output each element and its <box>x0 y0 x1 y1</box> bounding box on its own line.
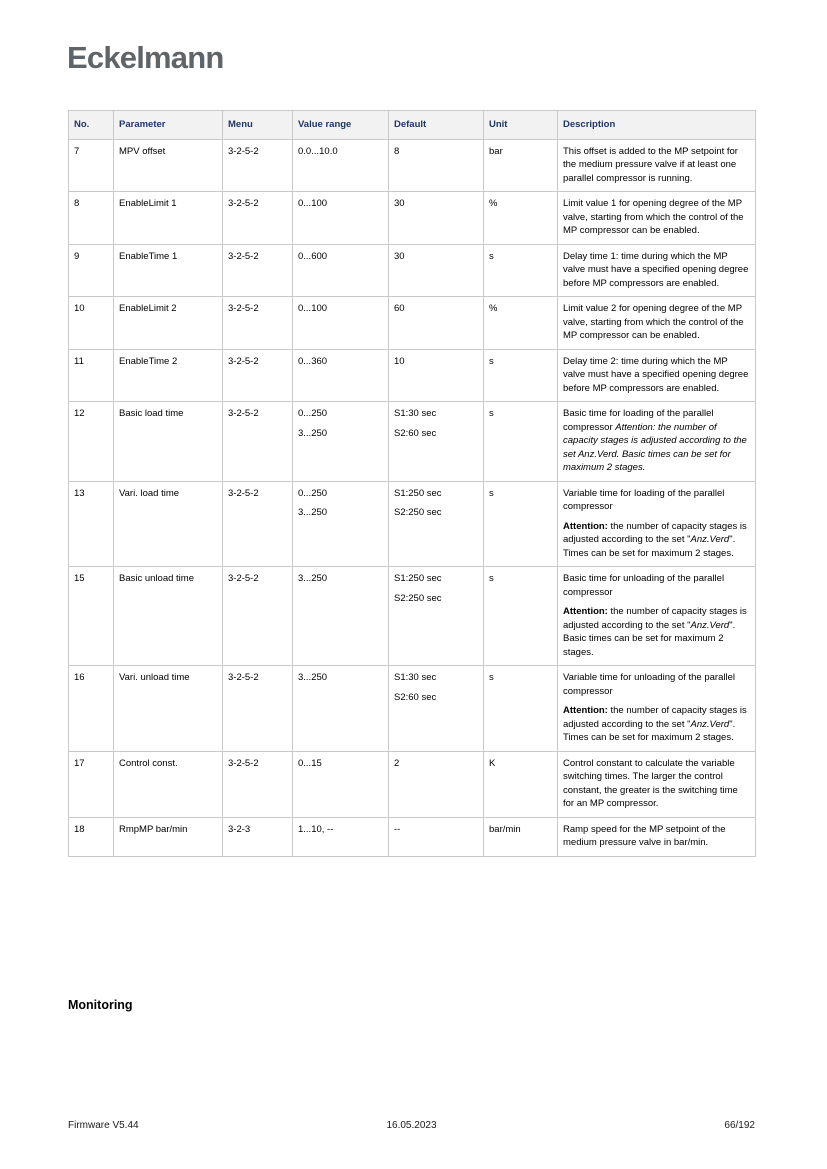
table-row <box>69 244 756 297</box>
table-row <box>69 666 756 752</box>
description-paragraph <box>563 671 749 698</box>
column-header-unit: Unit <box>484 111 558 140</box>
cell-default <box>389 481 484 567</box>
column-header-default: Default <box>389 111 484 140</box>
cell-parameter: Basic load time <box>114 402 223 482</box>
description-segment: the number of capacity stages is adjusted according to the set " <box>563 520 747 545</box>
cell-description <box>558 192 756 245</box>
cell-value-range <box>293 139 389 192</box>
description-paragraph <box>563 197 749 238</box>
description-segment: Delay time 2: time during which the MP valve must have a specified opening degree before MP compressors are enabled. <box>563 355 749 394</box>
cell-menu: 3-2-5-2 <box>223 139 293 192</box>
description-segment: This offset is added to the MP setpoint for the medium pressure valve if at least one parallel compressor is running. <box>563 145 738 184</box>
table-row <box>69 402 756 482</box>
column-header-description: Description <box>558 111 756 140</box>
cell-unit: bar <box>484 139 558 192</box>
cell-value-range <box>293 192 389 245</box>
description-segment: Limit value 1 for opening degree of the MP valve, starting from which the control of the MP compressor can be enabled. <box>563 198 744 236</box>
value-range-line: 0...15 <box>298 757 322 769</box>
column-header-menu: Menu <box>223 111 293 140</box>
cell-parameter: EnableTime 2 <box>114 349 223 402</box>
cell-description <box>558 297 756 350</box>
cell-parameter: Control const. <box>114 751 223 817</box>
cell-no: 18 <box>69 817 114 856</box>
description-paragraph <box>563 487 749 514</box>
cell-menu: 3-2-5-2 <box>223 751 293 817</box>
table-row <box>69 567 756 666</box>
description-segment: Variable time for unloading of the parallel compressor <box>563 672 735 697</box>
description-segment: Anz.Verd <box>690 534 730 545</box>
value-range-line: 3...250 <box>298 573 328 584</box>
column-header-parameter: Parameter <box>114 111 223 140</box>
description-paragraph <box>563 302 749 343</box>
description-segment: Basic time for unloading of the parallel compressor <box>563 573 725 598</box>
cell-value-range <box>293 817 389 856</box>
default-line: 30 <box>394 250 405 262</box>
cell-no: 15 <box>69 567 114 666</box>
cell-unit: s <box>484 402 558 482</box>
cell-description <box>558 349 756 402</box>
description-paragraph <box>563 407 749 475</box>
description-segment: Attention: <box>563 606 608 617</box>
description-segment: Attention: <box>563 520 608 532</box>
column-header-no: No. <box>69 111 114 140</box>
cell-description <box>558 244 756 297</box>
cell-default <box>389 192 484 245</box>
cell-value-range <box>293 244 389 297</box>
value-range-line: 0...250 <box>298 408 328 419</box>
description-segment: Limit value 2 for opening degree of the MP valve, starting from which the control of the MP compressor can be enabled. <box>563 303 744 341</box>
cell-value-range <box>293 567 389 666</box>
cell-no: 8 <box>69 192 114 245</box>
cell-parameter: Vari. unload time <box>114 666 223 752</box>
description-segment: Control constant to calculate the variable switching times. The larger the control constant, the greater is the switching time for an MP compressor. <box>563 757 738 809</box>
description-paragraph <box>563 704 749 745</box>
footer-page-number: 66/192 <box>724 1120 755 1131</box>
cell-no: 9 <box>69 244 114 297</box>
table-row <box>69 139 756 192</box>
cell-description <box>558 666 756 752</box>
cell-default <box>389 751 484 817</box>
cell-no: 16 <box>69 666 114 752</box>
cell-no: 17 <box>69 751 114 817</box>
default-line: -- <box>394 823 401 835</box>
description-segment: Delay time 1: time during which the MP valve must have a specified opening degree before MP compressors are enabled. <box>563 250 749 289</box>
cell-parameter: Vari. load time <box>114 481 223 567</box>
description-paragraph <box>563 823 749 850</box>
description-segment: ". Times can be set for maximum 2 stages. <box>563 534 736 559</box>
cell-value-range <box>293 751 389 817</box>
cell-description <box>558 481 756 567</box>
table-row <box>69 349 756 402</box>
value-range-line: 1...10, -- <box>298 823 334 835</box>
value-range-line: 0...100 <box>298 303 328 314</box>
value-range-line: 0.0...10.0 <box>298 145 338 157</box>
default-line: S2:250 sec <box>394 507 442 518</box>
description-segment: Anz.Verd <box>690 619 730 631</box>
table-row <box>69 192 756 245</box>
cell-unit: % <box>484 192 558 245</box>
cell-parameter: EnableLimit 1 <box>114 192 223 245</box>
cell-menu: 3-2-5-2 <box>223 402 293 482</box>
cell-menu: 3-2-5-2 <box>223 244 293 297</box>
cell-unit: s <box>484 349 558 402</box>
description-segment: ". Basic times can be set for maximum 2 stages. <box>563 619 736 658</box>
cell-menu: 3-2-5-2 <box>223 567 293 666</box>
description-paragraph <box>563 355 749 396</box>
description-paragraph <box>563 572 749 599</box>
cell-unit: bar/min <box>484 817 558 856</box>
cell-no: 13 <box>69 481 114 567</box>
cell-no: 7 <box>69 139 114 192</box>
cell-description <box>558 751 756 817</box>
default-line: S2:60 sec <box>394 427 437 439</box>
default-line: S1:250 sec <box>394 573 442 584</box>
cell-default <box>389 349 484 402</box>
value-range-line: 3...250 <box>298 507 328 518</box>
value-range-line: 0...250 <box>298 487 328 499</box>
value-range-line: 0...360 <box>298 355 328 367</box>
cell-unit: s <box>484 244 558 297</box>
cell-default <box>389 666 484 752</box>
cell-default <box>389 139 484 192</box>
default-line: S2:250 sec <box>394 592 442 604</box>
cell-unit: s <box>484 666 558 752</box>
page-footer <box>68 1120 755 1131</box>
default-line: 60 <box>394 303 405 314</box>
cell-unit: K <box>484 751 558 817</box>
cell-value-range <box>293 349 389 402</box>
description-segment: the number of capacity stages is adjusted according to the set " <box>563 705 747 730</box>
cell-default <box>389 297 484 350</box>
default-line: S1:30 sec <box>394 408 437 419</box>
description-segment: Attention: the number of capacity stages is adjusted according to the set Anz.Verd. Basic times can be set for maximum 2 stages. <box>563 421 747 473</box>
cell-no: 12 <box>69 402 114 482</box>
table-header-row <box>69 111 756 140</box>
cell-value-range <box>293 481 389 567</box>
cell-description <box>558 567 756 666</box>
cell-value-range <box>293 402 389 482</box>
cell-menu: 3-2-5-2 <box>223 666 293 752</box>
table-row <box>69 817 756 856</box>
description-paragraph <box>563 605 749 659</box>
cell-default <box>389 567 484 666</box>
cell-no: 10 <box>69 297 114 350</box>
description-segment: the number of capacity stages is adjusted according to the set " <box>563 606 747 631</box>
cell-menu: 3-2-5-2 <box>223 297 293 350</box>
cell-default <box>389 402 484 482</box>
value-range-line: 0...600 <box>298 250 328 262</box>
description-segment: Basic time for loading of the parallel compressor <box>563 408 714 433</box>
table-row <box>69 297 756 350</box>
section-heading-monitoring: Monitoring <box>68 998 133 1012</box>
cell-parameter: Basic unload time <box>114 567 223 666</box>
cell-menu: 3-2-3 <box>223 817 293 856</box>
cell-unit: % <box>484 297 558 350</box>
default-line: 2 <box>394 757 400 769</box>
description-segment: Anz.Verd <box>690 718 730 730</box>
cell-parameter: MPV offset <box>114 139 223 192</box>
cell-unit: s <box>484 481 558 567</box>
cell-no: 11 <box>69 349 114 402</box>
description-paragraph <box>563 520 749 561</box>
default-line: 30 <box>394 198 405 209</box>
column-header-value-range: Value range <box>293 111 389 140</box>
cell-value-range <box>293 666 389 752</box>
table-row <box>69 751 756 817</box>
cell-description <box>558 402 756 482</box>
default-line: 8 <box>394 145 400 157</box>
cell-unit: s <box>484 567 558 666</box>
cell-default <box>389 244 484 297</box>
cell-parameter: EnableLimit 2 <box>114 297 223 350</box>
value-range-line: 3...250 <box>298 427 328 439</box>
description-paragraph <box>563 145 749 186</box>
footer-date: 16.05.2023 <box>386 1120 437 1131</box>
value-range-line: 0...100 <box>298 198 328 209</box>
value-range-line: 3...250 <box>298 672 328 683</box>
cell-value-range <box>293 297 389 350</box>
cell-parameter: EnableTime 1 <box>114 244 223 297</box>
parameter-table <box>68 110 756 857</box>
cell-menu: 3-2-5-2 <box>223 192 293 245</box>
description-segment: Variable time for loading of the parallel compressor <box>563 487 725 512</box>
cell-description <box>558 817 756 856</box>
cell-description <box>558 139 756 192</box>
description-segment: Attention: <box>563 705 608 716</box>
description-segment: ". Times can be set for maximum 2 stages. <box>563 718 736 743</box>
cell-default <box>389 817 484 856</box>
cell-menu: 3-2-5-2 <box>223 481 293 567</box>
description-segment: Ramp speed for the MP setpoint of the medium pressure valve in bar/min. <box>563 823 726 848</box>
cell-menu: 3-2-5-2 <box>223 349 293 402</box>
default-line: S1:30 sec <box>394 672 437 683</box>
default-line: S2:60 sec <box>394 691 437 703</box>
footer-firmware-version: Firmware V5.44 <box>68 1120 139 1131</box>
description-paragraph <box>563 250 749 291</box>
table-row <box>69 481 756 567</box>
default-line: S1:250 sec <box>394 487 442 499</box>
cell-parameter: RmpMP bar/min <box>114 817 223 856</box>
default-line: 10 <box>394 355 405 367</box>
description-paragraph <box>563 757 749 811</box>
company-logo: Eckelmann <box>67 40 224 75</box>
